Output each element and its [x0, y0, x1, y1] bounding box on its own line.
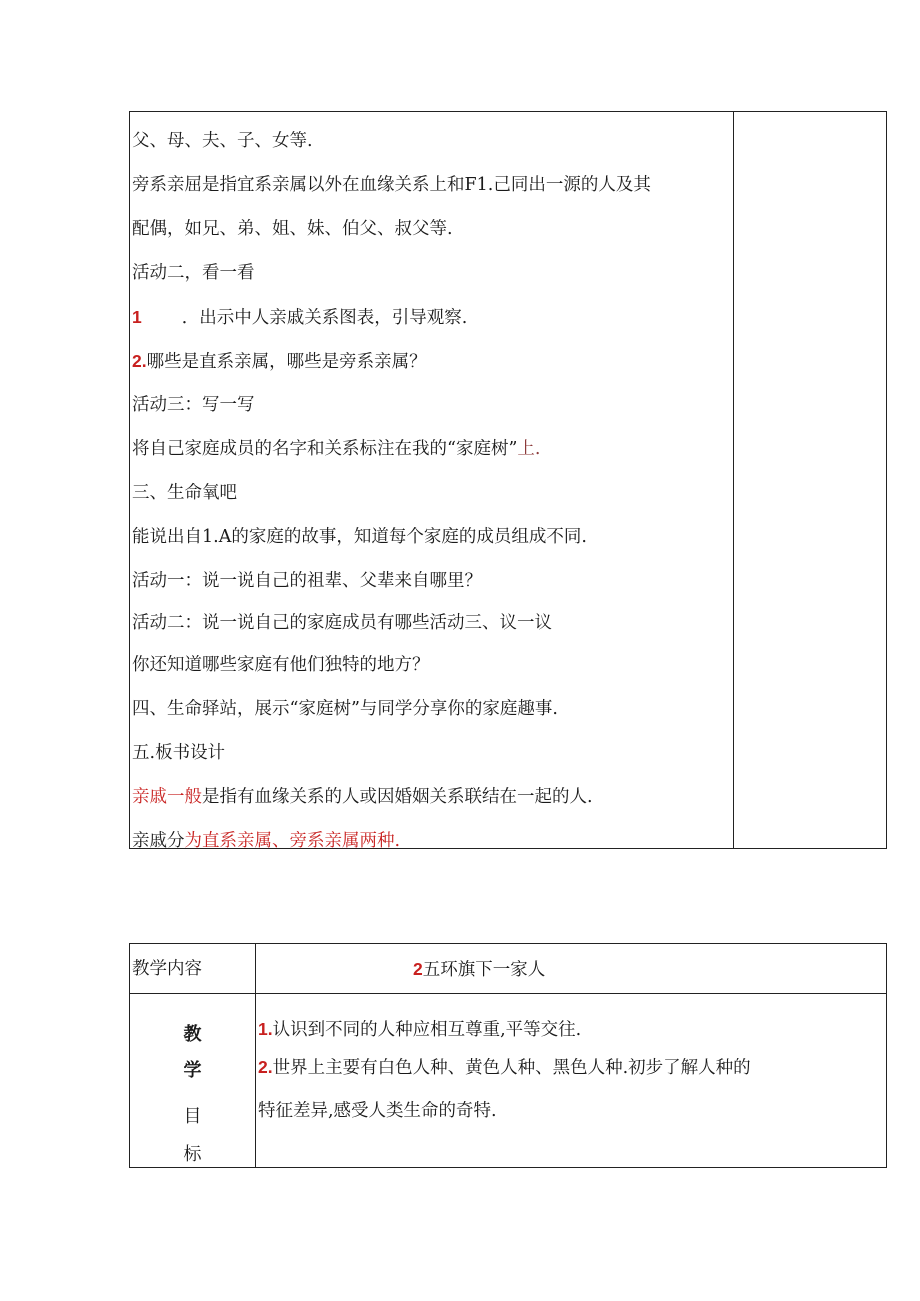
- text-part: 将自己家庭成员的名字和关系标注在我的“家庭树”: [132, 439, 518, 459]
- numbered-item: [132, 350, 427, 373]
- item-text: 认识到不同的人种应相互尊重,平等交往.: [272, 1020, 582, 1040]
- lesson-number: 2: [413, 959, 423, 979]
- item-number: 1: [132, 307, 142, 327]
- text-line: 活动一：说一说自己的祖辈、父辈来自哪里？: [132, 571, 482, 591]
- objective-continuation: 特征差异,感受人类生命的奇特.: [258, 1101, 497, 1121]
- header-label: 教学内容: [132, 959, 202, 979]
- section-heading: 五.板书设计: [132, 743, 226, 763]
- objectives-table: [129, 943, 887, 1168]
- lesson-title-text: 五环旗下一家人: [422, 960, 546, 980]
- objective-item: [258, 1056, 751, 1079]
- side-label-char: 学: [183, 1060, 202, 1081]
- text-part: 亲戚分: [132, 831, 185, 851]
- side-label-char: 标: [183, 1144, 202, 1165]
- text-line: 配偶，如兄、弟、姐、妹、伯父、叔父等.: [132, 219, 453, 239]
- text-line: [132, 786, 593, 808]
- section-heading: 三、生命氧吧: [132, 483, 237, 503]
- item-number: 1.: [258, 1019, 273, 1039]
- item-text: ．出示中人亲戚关系图表，引导观察.: [181, 308, 468, 328]
- text-line: [132, 830, 400, 852]
- table-column-divider: [733, 112, 734, 848]
- numbered-item: [132, 306, 467, 329]
- item-number: 2.: [132, 351, 147, 371]
- activity-heading: 活动二，看一看: [132, 263, 255, 283]
- text-line: [132, 438, 540, 460]
- item-text: 哪些是直系亲属，哪些是旁系亲属？: [146, 352, 427, 372]
- lesson-title: [413, 958, 545, 981]
- item-text: 世界上主要有白色人种、黄色人种、黑色人种.初步了解人种的: [272, 1058, 751, 1078]
- table-row-divider: [130, 993, 886, 994]
- text-part-colored: 上.: [517, 439, 541, 459]
- item-number: 2.: [258, 1057, 273, 1077]
- table-column-divider: [255, 944, 256, 1167]
- text-line: 旁系亲屈是指宜系亲属以外在血缘关系上和F1.己同出一源的人及其: [132, 175, 651, 195]
- objective-item: [258, 1018, 581, 1041]
- text-part-colored: 为直系亲属、旁系亲属两种.: [184, 831, 401, 851]
- text-part: 是指有血缘关系的人或因婚姻关系联结在一起的人.: [202, 787, 593, 807]
- section-heading: 四、生命驿站，展示“家庭树”与同学分享你的家庭趣事.: [132, 699, 558, 719]
- text-line: 你还知道哪些家庭有他们独特的地方？: [132, 655, 430, 675]
- activity-heading: 活动三：写一写: [132, 395, 255, 415]
- text-line: 父、母、夫、子、女等.: [132, 131, 313, 151]
- text-line: 活动二：说一说自己的家庭成员有哪些活动三、议一议: [132, 613, 552, 633]
- side-label-char: 教: [183, 1024, 202, 1045]
- text-part-colored: 亲戚一般: [132, 787, 202, 807]
- text-line: 能说出自1.A的家庭的故事，知道每个家庭的成员组成不同.: [132, 527, 587, 547]
- lesson-content-table: [129, 111, 887, 849]
- side-label-char: 目: [183, 1106, 202, 1127]
